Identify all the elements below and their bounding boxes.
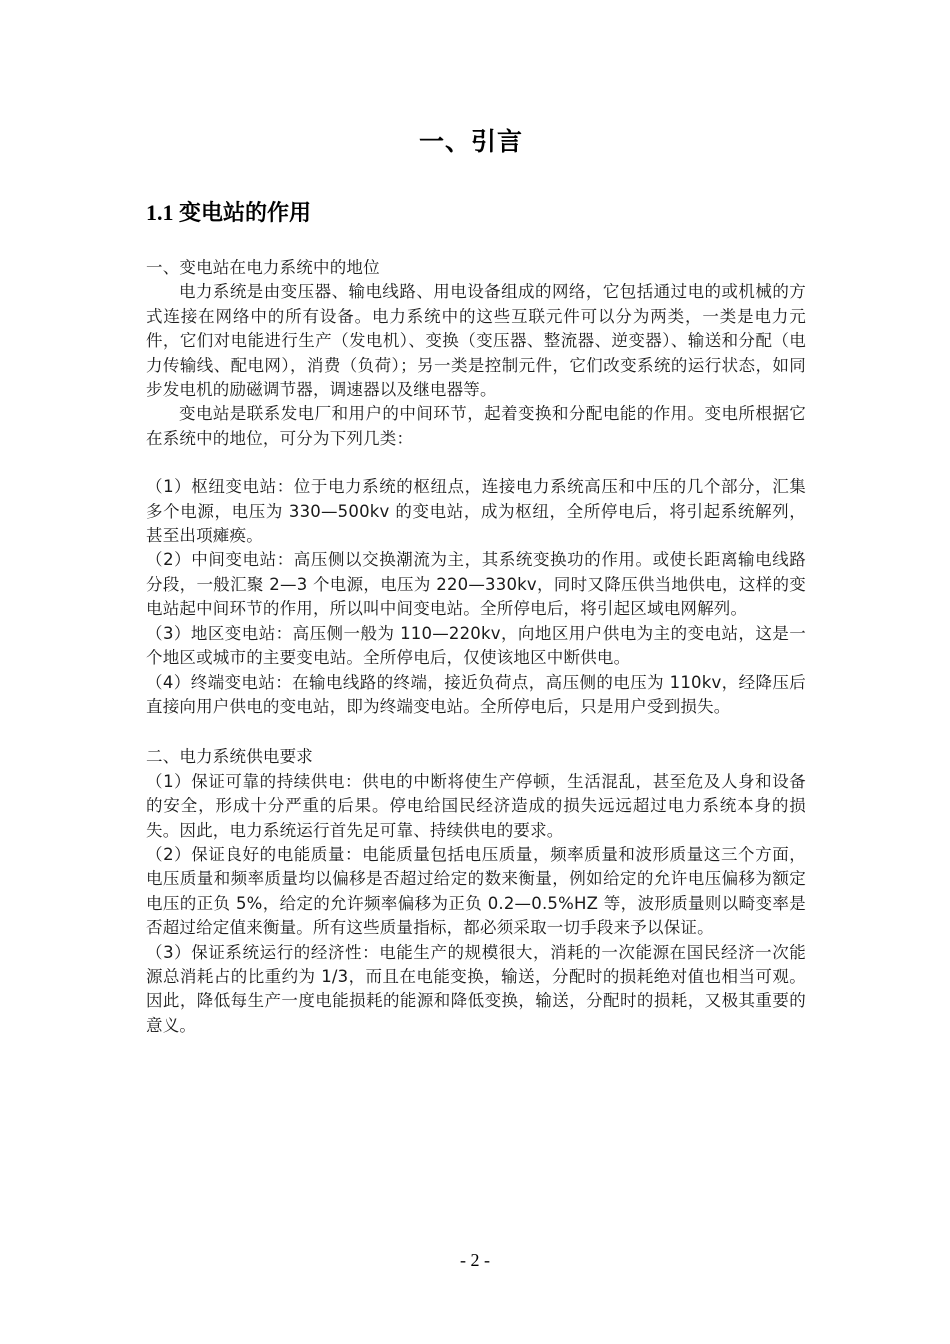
part1-heading: 一、变电站在电力系统中的地位	[146, 258, 380, 277]
supply-requirement-item: （2）保证良好的电能质量：电能质量包括电压质量，频率质量和波形质量这三个方面，电压质量和频率质量均以偏移是否超过给定的数来衡量，例如给定的允许电压偏移为额定电压的正负 5%，给定的允许频率偏移为正负 0.2—0.5%HZ 等，波形质量则以畸变率是否超过给定值来衡量。所有这些质量指标，都必须采取一切手段来予以保证。	[146, 844, 806, 938]
section-title: 1.1 变电站的作用	[146, 200, 312, 225]
part1-paragraph-1: 电力系统是由变压器、输电线路、用电设备组成的网络，它包括通过电的或机械的方式连接在网络中的所有设备。电力系统中的这些互联元件可以分为两类，一类是电力元件，它们对电能进行生产（发电机）、变换（变压器、整流器、逆变器）、输送和分配（电力传输线、配电网），消费（负荷）；另一类是控制元件，它们改变系统的运行状态，如同步发电机的励磁调节器，调速器以及继电器等。	[146, 282, 806, 400]
substation-type-item: （1）枢纽变电站：位于电力系统的枢纽点，连接电力系统高压和中压的几个部分，汇集多个电源，电压为 330—500kv 的变电站，成为枢纽，全所停电后，将引起系统解列，甚至出项瘫痪。	[146, 477, 806, 546]
part1-paragraph-2: 变电站是联系发电厂和用户的中间环节，起着变换和分配电能的作用。变电所根据它在系统中的地位，可分为下列几类：	[146, 404, 806, 448]
chapter-title: 一、引言	[418, 127, 523, 156]
part2-heading: 二、电力系统供电要求	[146, 747, 313, 767]
supply-requirement-item: （3）保证系统运行的经济性：电能生产的规模很大，消耗的一次能源在国民经济一次能源总消耗占的比重约为 1/3，而且在电能变换，输送，分配时的损耗绝对值也相当可观。因此，降低每生产一度电能损耗的能源和降低变换，输送，分配时的损耗，又极其重要的意义。	[146, 942, 806, 1035]
substation-type-item: （2）中间变电站：高压侧以交换潮流为主，其系统变换功的作用。或使长距离输电线路分段，一般汇聚 2—3 个电源，电压为 220—330kv，同时又降压供当地供电，这样的变电站起中间环节的作用，所以叫中间变电站。全所停电后，将引起区域电网解列。	[146, 550, 806, 619]
substation-type-item: （3）地区变电站：高压侧一般为 110—220kv，向地区用户供电为主的变电站，这是一个地区或城市的主要变电站。全所停电后，仅使该地区中断供电。	[146, 623, 806, 668]
substation-type-item: （4）终端变电站：在输电线路的终端，接近负荷点，高压侧的电压为 110kv，经降压后直接向用户供电的变电站，即为终端变电站。全所停电后，只是用户受到损失。	[146, 672, 806, 716]
supply-requirement-item: （1）保证可靠的持续供电：供电的中断将使生产停顿，生活混乱，甚至危及人身和设备的安全，形成十分严重的后果。停电给国民经济造成的损失远远超过电力系统本身的损失。因此，电力系统运行首先足可靠、持续供电的要求。	[146, 771, 806, 840]
page-number: - 2 -	[460, 1250, 490, 1270]
body-text	[146, 256, 806, 1038]
